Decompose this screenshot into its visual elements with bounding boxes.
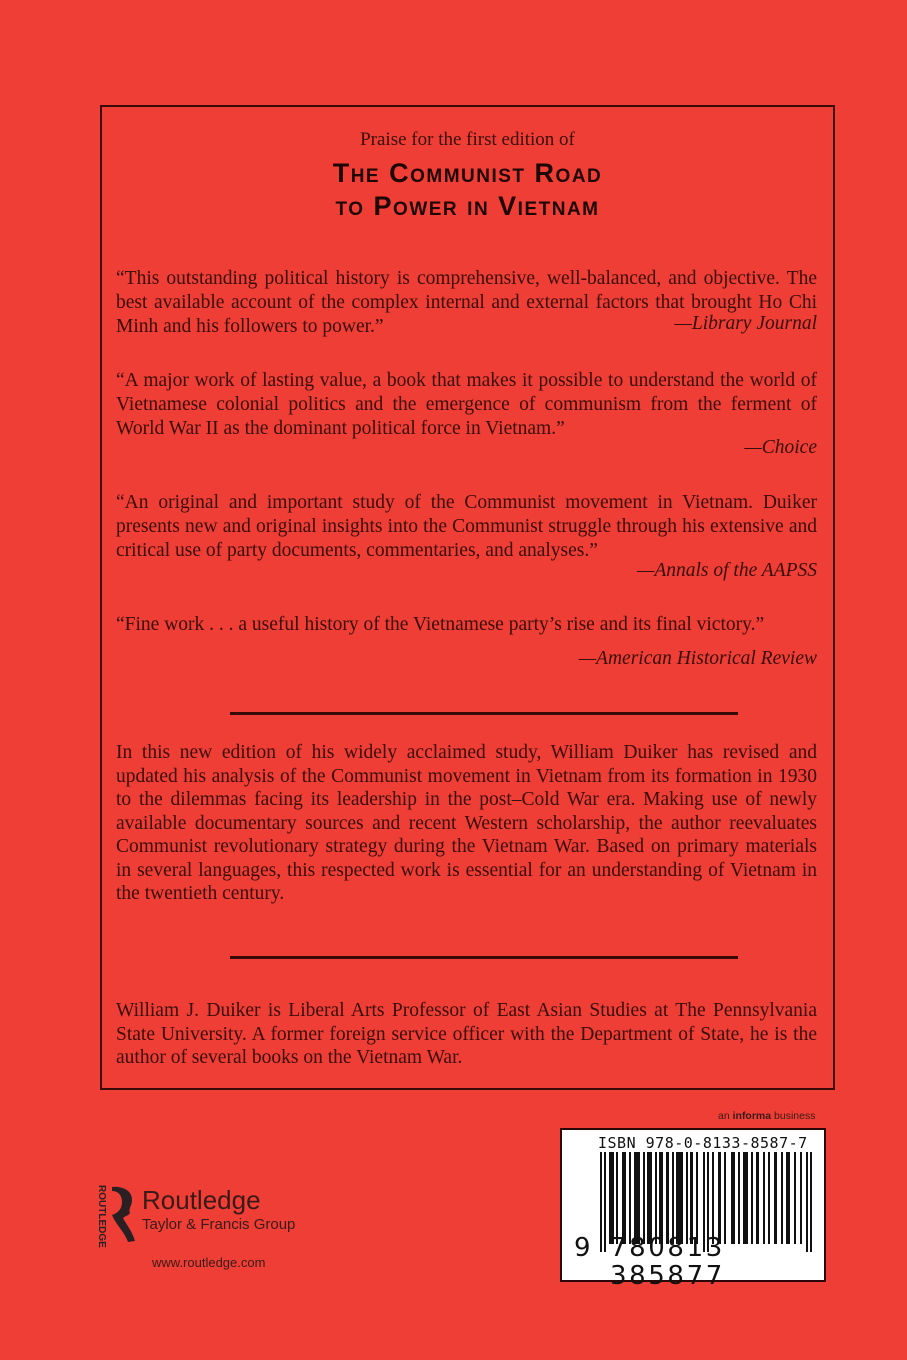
book-description: In this new edition of his widely acclaimed study, William Duiker has revised and updated his analysis of the Communist movement in Vietnam from its formation in 1930 to the dilemmas facing its leadership in the post–Cold War era. Making use of newly available documentary sources and recent Western scholarship, the author reevaluates Communist revolutionary strategy during the Vietnam War. Based on primary materials in several languages, this respected work is essential for an understanding of Vietnam in the twentieth century. [116, 742, 817, 904]
book-title-line-2: to Power in Vietnam [335, 191, 600, 221]
quote-choice: “A major work of lasting value, a book that makes it possible to understand the world of Vietnamese colonial politics and the emergence of communism from the ferment of World War II as the dominant political force in Vietnam.” [116, 370, 817, 439]
ean-first-digit: 9 [574, 1233, 591, 1263]
isbn-barcode [560, 1128, 826, 1291]
quote-source-annals: —Annals of the AAPSS [636, 560, 817, 581]
author-bio: William J. Duiker is Liberal Arts Professor of East Asian Studies at The Pennsylvania State University. A former foreign service officer with the Department of State, he is the author of several books on the Vietnam War. [116, 1000, 817, 1068]
publisher-group: Taylor & Francis Group [142, 1216, 296, 1233]
quote-american-historical-review: “Fine work . . . a useful history of the Vietnamese party’s rise and its final victory.” [116, 614, 765, 635]
praise-frame [100, 105, 835, 1090]
quote-library-journal: “This outstanding political history is comprehensive, well-balanced, and objective. The best available account of the complex internal and external factors that brought Ho Chi Minh and his followers to power.” [116, 268, 817, 337]
informa-prefix: an [718, 1110, 733, 1122]
isbn-label: ISBN 978-0-8133-8587-7 [598, 1134, 808, 1152]
praise-intro: Praise for the first edition of [360, 129, 575, 150]
book-title-line-1: The Communist Road [332, 158, 603, 188]
divider-1 [230, 712, 738, 715]
publisher-text [142, 1185, 295, 1234]
quote-source-library-journal: —Library Journal [674, 313, 817, 334]
informa-suffix: business [771, 1110, 816, 1122]
divider-2 [230, 956, 738, 959]
quote-source-ahr: —American Historical Review [578, 648, 817, 669]
routledge-r-icon [108, 1185, 136, 1243]
publisher-url: www.routledge.com [152, 1255, 266, 1270]
routledge-vertical-wordmark: ROUTLEDGE [96, 1185, 107, 1248]
publisher-name: Routledge [142, 1185, 261, 1215]
book-title [102, 157, 833, 223]
informa-brand: informa [732, 1110, 772, 1122]
quote-source-choice: —Choice [744, 437, 817, 458]
publisher-logo [96, 1185, 296, 1248]
informa-tagline [718, 1110, 815, 1122]
ean-digits: 780813 385877 [610, 1233, 725, 1291]
quote-annals: “An original and important study of the Communist movement in Vietnam. Duiker presents new and original insights into the Communist struggle through his extensive and critical use of party documents, commentaries, and analyses.” [116, 492, 817, 561]
